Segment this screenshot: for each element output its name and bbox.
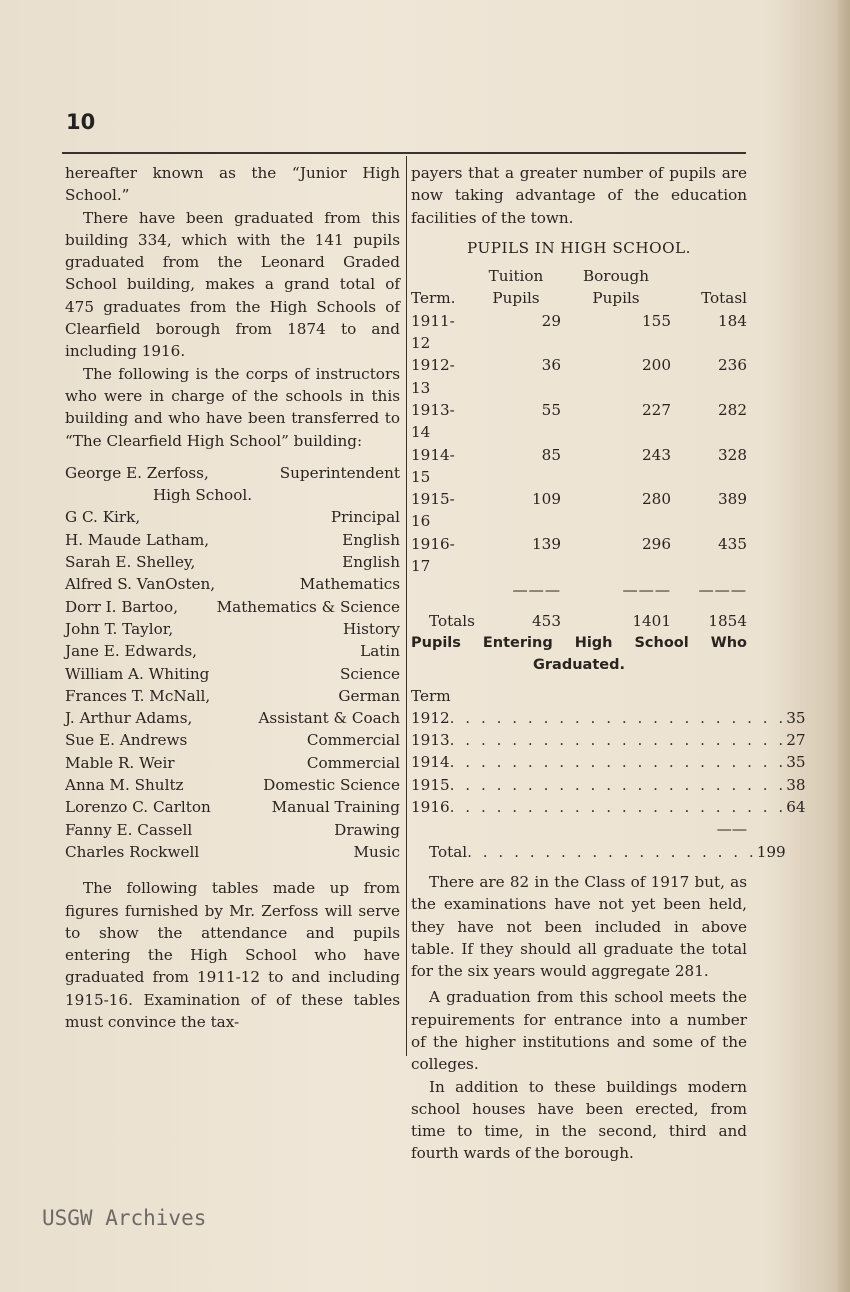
header-cell: Totasl <box>701 289 747 308</box>
faculty-role: German <box>338 686 400 705</box>
faculty-list <box>65 462 400 863</box>
right-para-1: payers that a greater number of pupils are now taking advantage of the education facilities of the town. <box>411 164 747 227</box>
table-totals-row <box>411 610 747 632</box>
table-cell: 55 <box>541 400 561 419</box>
table-cell: 139 <box>532 534 561 553</box>
faculty-role: Science <box>339 664 400 683</box>
faculty-name: Frances T. McNall, <box>65 686 211 705</box>
graduated-total-label: Total <box>429 842 468 861</box>
table-cell: 1912-13 <box>411 356 455 397</box>
table-cell: 435 <box>718 534 747 553</box>
header-cell: Pupils <box>492 289 540 308</box>
left-para-3: The following is the corps of instructors who were in charge of the schools in this building and who have been transferred to “The Clearfield High School” building: <box>65 364 400 450</box>
table-cell: 296 <box>642 534 671 553</box>
graduated-title-line2: Graduated. <box>533 657 625 674</box>
faculty-name: Anna M. Shultz <box>65 776 184 795</box>
table-cell: ——— <box>698 581 747 600</box>
leader-dots: . . . . . . . . . . . . . . . . . . . . . . <box>449 753 787 772</box>
table-title-graduated <box>411 632 747 677</box>
table-row <box>411 310 747 355</box>
table-row <box>411 533 747 578</box>
table-title-pupils: PUPILS IN HIGH SCHOOL. <box>467 238 691 257</box>
faculty-name: Charles Rockwell <box>65 842 200 861</box>
faculty-name: Sarah E. Shelley, <box>65 553 196 572</box>
table-header-top <box>411 265 747 287</box>
faculty-name: H. Maude Latham, <box>65 530 210 549</box>
faculty-role: Principal <box>330 508 400 527</box>
graduated-value: 35 <box>786 753 806 772</box>
right-para-2: There are 82 in the Class of 1917 but, as the examinations have not yet been held, they have not been included in above table. If they should all graduate the total for the six years would aggregate 281. <box>411 872 747 981</box>
dash: —— <box>716 820 747 839</box>
table-cell: 200 <box>642 356 671 375</box>
table-cell: 389 <box>718 490 747 509</box>
faculty-role: Mathematics & Science <box>216 597 400 616</box>
graduated-total-value: 199 <box>756 842 786 861</box>
table-cell: 1401 <box>632 611 671 630</box>
graduated-table <box>411 685 806 863</box>
graduated-value: 38 <box>786 775 806 794</box>
table-row <box>411 444 747 489</box>
faculty-row <box>65 685 400 707</box>
faculty-row <box>65 506 400 528</box>
faculty-row <box>65 462 400 484</box>
faculty-role: Superintendent <box>279 463 400 482</box>
faculty-row <box>65 796 400 818</box>
table-cell: 1854 <box>708 611 747 630</box>
right-para-3: A graduation from this school meets the repuirements for entrance into a number of the higher institutions and some of the colleges. <box>411 988 747 1074</box>
page-edge-shadow <box>838 0 850 1292</box>
graduated-row <box>411 729 806 751</box>
leader-dots: . . . . . . . . . . . . . . . . . . . . . . <box>449 775 787 794</box>
faculty-name: William A. Whiting <box>65 664 210 683</box>
table-cell: 1913-14 <box>411 400 455 442</box>
graduated-term-label: Term <box>411 686 451 705</box>
faculty-row <box>65 707 400 729</box>
right-para-4: In addition to these buildings modern school houses have been erected, from time to time, in the second, third and fourth wards of the borough. <box>411 1077 747 1163</box>
faculty-name: Jane E. Edwards, <box>65 642 197 661</box>
graduated-year: 1913 <box>411 731 450 750</box>
faculty-role: English <box>342 553 400 572</box>
faculty-role: Commercial <box>306 731 400 750</box>
left-column <box>65 162 400 1033</box>
column-divider <box>406 156 407 1056</box>
table-cell: 184 <box>718 311 747 330</box>
faculty-row <box>65 551 400 573</box>
table-cell: 85 <box>541 445 561 464</box>
faculty-name: George E. Zerfoss, <box>65 463 209 482</box>
faculty-role: Assistant & Coach <box>258 709 400 728</box>
table-cell: 29 <box>541 311 561 330</box>
left-para-1: hereafter known as the “Junior High School.” <box>65 164 400 205</box>
right-column <box>411 162 806 1165</box>
graduated-year: 1916 <box>411 798 450 817</box>
header-cell: Tuition <box>488 267 544 286</box>
faculty-row <box>65 484 400 506</box>
faculty-role: Manual Training <box>271 798 400 817</box>
faculty-name: John T. Taylor, <box>65 619 174 638</box>
graduated-value: 64 <box>786 798 806 817</box>
faculty-row <box>65 774 400 796</box>
faculty-row <box>65 841 400 863</box>
table-cell: 155 <box>642 311 671 330</box>
leader-dots: . . . . . . . . . . . . . . . . . . . . . . <box>449 731 787 750</box>
table-cell: 236 <box>718 356 747 375</box>
table-cell: 282 <box>718 400 747 419</box>
graduated-value: 35 <box>786 708 806 727</box>
header-cell: Term. <box>411 289 456 308</box>
graduated-total-row <box>411 841 786 863</box>
table-row <box>411 488 747 533</box>
header-rule <box>62 152 746 154</box>
header-cell <box>411 265 471 287</box>
table-cell: 1914-15 <box>411 445 455 486</box>
faculty-row <box>65 529 400 551</box>
graduated-row <box>411 774 806 796</box>
faculty-role: History <box>343 619 400 638</box>
graduated-year: 1912 <box>411 708 450 727</box>
faculty-role: High School. <box>152 486 253 505</box>
faculty-role: Mathematics <box>299 575 400 594</box>
faculty-name: Dorr I. Bartoo, <box>65 597 179 616</box>
pupils-table <box>411 265 747 632</box>
faculty-role: Music <box>353 842 400 861</box>
table-cell: 280 <box>642 490 671 509</box>
faculty-row <box>65 752 400 774</box>
graduated-dash-row <box>411 818 747 840</box>
faculty-name: Mable R. Weir <box>65 753 175 772</box>
graduated-row <box>411 707 806 729</box>
faculty-role: Commercial <box>306 753 400 772</box>
faculty-row <box>65 729 400 751</box>
header-cell: Pupils <box>592 289 640 308</box>
table-cell: 1915-16 <box>411 490 455 531</box>
table-header <box>411 287 747 309</box>
table-cell: 453 <box>532 611 561 630</box>
table-cell: 1911-12 <box>411 311 455 353</box>
watermark: USGW Archives <box>42 1206 207 1230</box>
graduated-title-line1: Pupils Entering High School Who <box>411 634 747 651</box>
faculty-row <box>65 640 400 662</box>
table-cell: 1916-17 <box>411 534 455 576</box>
faculty-row <box>65 573 400 595</box>
left-para-4: The following tables made up from figures furnished by Mr. Zerfoss will serve to show the attendance and pupils entering the High School who have graduated from 1911-12 to and including 1915-16. Examination of of these tables must convince the tax- <box>65 879 400 1031</box>
faculty-row <box>65 618 400 640</box>
faculty-name: Fanny E. Cassell <box>65 820 193 839</box>
faculty-row <box>65 819 400 841</box>
leader-dots: . . . . . . . . . . . . . . . . . . . . . . <box>449 708 787 727</box>
table-row <box>411 354 747 399</box>
table-cell: 227 <box>642 400 671 419</box>
header-cell: Borough <box>583 267 649 286</box>
table-cell: 109 <box>532 490 561 509</box>
graduated-row <box>411 751 806 773</box>
table-cell <box>411 579 471 601</box>
graduated-value: 27 <box>786 731 806 750</box>
faculty-row <box>65 663 400 685</box>
table-cell: 328 <box>718 445 747 464</box>
faculty-name: Lorenzo C. Carlton <box>65 798 211 817</box>
faculty-name: J. Arthur Adams, <box>65 709 193 728</box>
leader-dots: . . . . . . . . . . . . . . . . . . . . . . <box>449 798 787 817</box>
table-cell: 36 <box>541 356 561 375</box>
totals-label: Totals <box>429 611 475 630</box>
table-row <box>411 399 747 444</box>
page-number: 10 <box>66 110 96 134</box>
leader-dots: . . . . . . . . . . . . . . . . . . . <box>467 842 757 861</box>
faculty-name: Sue E. Andrews <box>65 731 188 750</box>
table-cell: ——— <box>622 581 671 600</box>
faculty-name: G C. Kirk, <box>65 508 141 527</box>
faculty-role: English <box>342 530 400 549</box>
table-cell: 243 <box>642 445 671 464</box>
faculty-row <box>65 596 400 618</box>
graduated-year: 1915 <box>411 775 450 794</box>
graduated-row <box>411 796 806 818</box>
faculty-role: Domestic Science <box>263 776 400 795</box>
left-para-2: There have been graduated from this building 334, which with the 141 pupils graduated from the Leonard Graded School building, makes a grand total of 475 graduates from the High Schools of Clearfield borough from 1874 to and including 1916. <box>65 208 400 361</box>
faculty-name: Alfred S. VanOsten, <box>65 575 216 594</box>
faculty-role: Drawing <box>334 820 400 839</box>
faculty-role: Latin <box>360 642 400 661</box>
graduated-year: 1914 <box>411 753 450 772</box>
header-cell <box>671 265 747 287</box>
table-dash-row <box>411 579 747 601</box>
table-cell: ——— <box>512 581 561 600</box>
